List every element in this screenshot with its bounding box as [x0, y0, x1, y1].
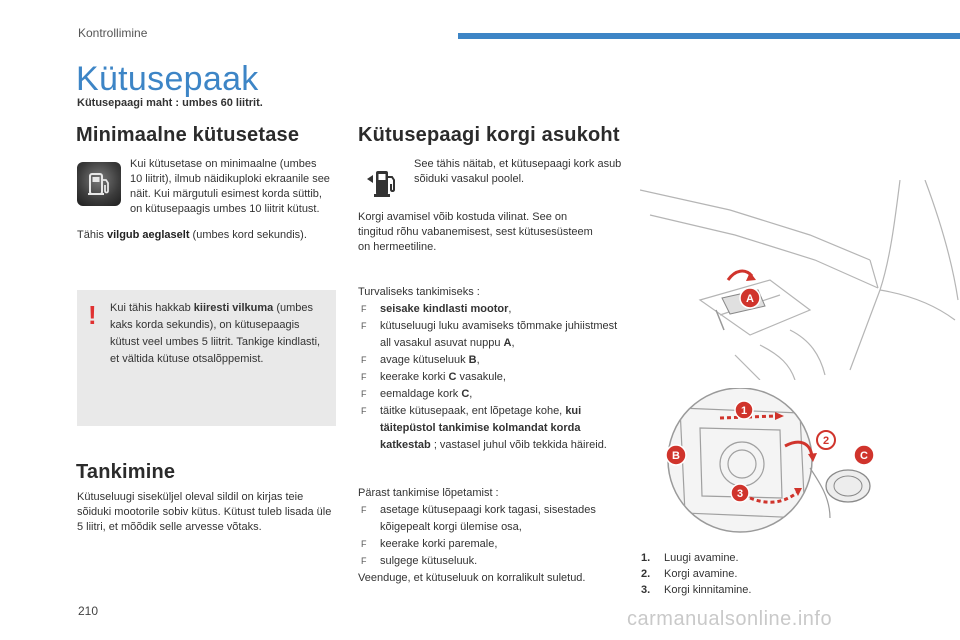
fuel-pump-side-icon [360, 163, 400, 203]
cap-location-heading: Kütusepaagi korgi asukoht [358, 124, 620, 146]
after-steps [358, 485, 628, 587]
watermark: carmanualsonline.info [627, 608, 833, 630]
svg-text:1: 1 [740, 405, 748, 417]
svg-text:3: 3 [736, 488, 744, 500]
min-level-text: Kui kütusetase on minimaalne (umbes 10 liitrit), ilmub näidikuploki ekraanile see näit. Kui märgutuli esimest korda süttib, on kütusepaagis umbes 10 liitrit kütust. [130, 158, 330, 215]
caption-item: 2. Korgi avamine. [641, 568, 738, 580]
svg-text:C: C [860, 450, 868, 462]
caption-item: 3. Korgi kinnitamine. [641, 584, 752, 596]
fuel-pump-warning-icon [77, 162, 121, 206]
list-item: F seisake kindlasti mootor, [361, 303, 512, 315]
list-item: F keerake korki C vasakule, [361, 371, 506, 383]
vacuum-text: Korgi avamisel võib kostuda vilinat. See on tingitud rõhu vabanemisest, sest kütusesüsteem on hermeetiline. [358, 211, 593, 253]
tank-capacity: Kütusepaagi maht : umbes 60 liitrit. [77, 97, 263, 109]
page-number: 210 [78, 604, 99, 618]
header-rule [458, 33, 960, 39]
after-lead: Pärast tankimise lõpetamist : [358, 487, 499, 499]
min-level-heading: Minimaalne kütusetase [76, 124, 300, 146]
warning-text: Kui tähis hakkab kiiresti vilkuma (umbes kaks korda sekundis), on kütusepaagis kütust veel umbes 5 liitrit. Tankige kindlasti, et vältida kütuse otsalõppemist. [110, 302, 321, 365]
page-title: Kütusepaak [76, 60, 259, 98]
fuel-cap-illustration [660, 388, 880, 540]
svg-text:B: B [672, 450, 680, 462]
illustration-captions [641, 550, 751, 598]
refuel-text: Kütuseluugi siseküljel oleval sildil on kirjas teie sõiduki mootorile sobiv kütus. Kütust tuleb lisada üle 5 liitri, et mõõdik selle arvesse võtaks. [77, 491, 332, 533]
section-label: Kontrollimine [78, 26, 148, 40]
list-item: F eemaldage kork C, [361, 388, 473, 400]
safety-steps [358, 284, 628, 454]
list-item: F sulgege kütuseluuk. [361, 555, 478, 567]
refuel-heading: Tankimine [76, 461, 176, 483]
fuel-door-release-illustration [640, 180, 960, 380]
cap-intro-text: See tähis näitab, et kütusepaagi kork asub sõiduki vasakul poolel. [414, 158, 622, 185]
svg-text:A: A [746, 293, 754, 305]
after-close: Veenduge, et kütuseluuk on korralikult suletud. [358, 572, 586, 584]
safety-lead: Turvaliseks tankimiseks : [358, 286, 480, 298]
min-blink-text: Tähis vilgub aeglaselt (umbes kord sekundis). [77, 229, 307, 241]
caption-item: 1. Luugi avamine. [641, 552, 739, 564]
list-item: F keerake korki paremale, [361, 538, 498, 550]
list-item: F kütuseluugi luku avamiseks tõmmake juhiistmest all vasakul asuvat nuppu A, [361, 320, 618, 349]
list-item: F asetage kütusepaagi kork tagasi, sisestades kõigepealt korgi ülemise osa, [361, 504, 596, 533]
svg-text:2: 2 [822, 435, 830, 447]
list-item: F avage kütuseluuk B, [361, 354, 480, 366]
list-item: F täitke kütusepaak, ent lõpetage kohe, kui täitepüstol tankimise kolmandat korda katkestab ; vastasel juhul võib tekkida häireid. [361, 405, 607, 451]
warning-icon: ! [88, 300, 97, 330]
